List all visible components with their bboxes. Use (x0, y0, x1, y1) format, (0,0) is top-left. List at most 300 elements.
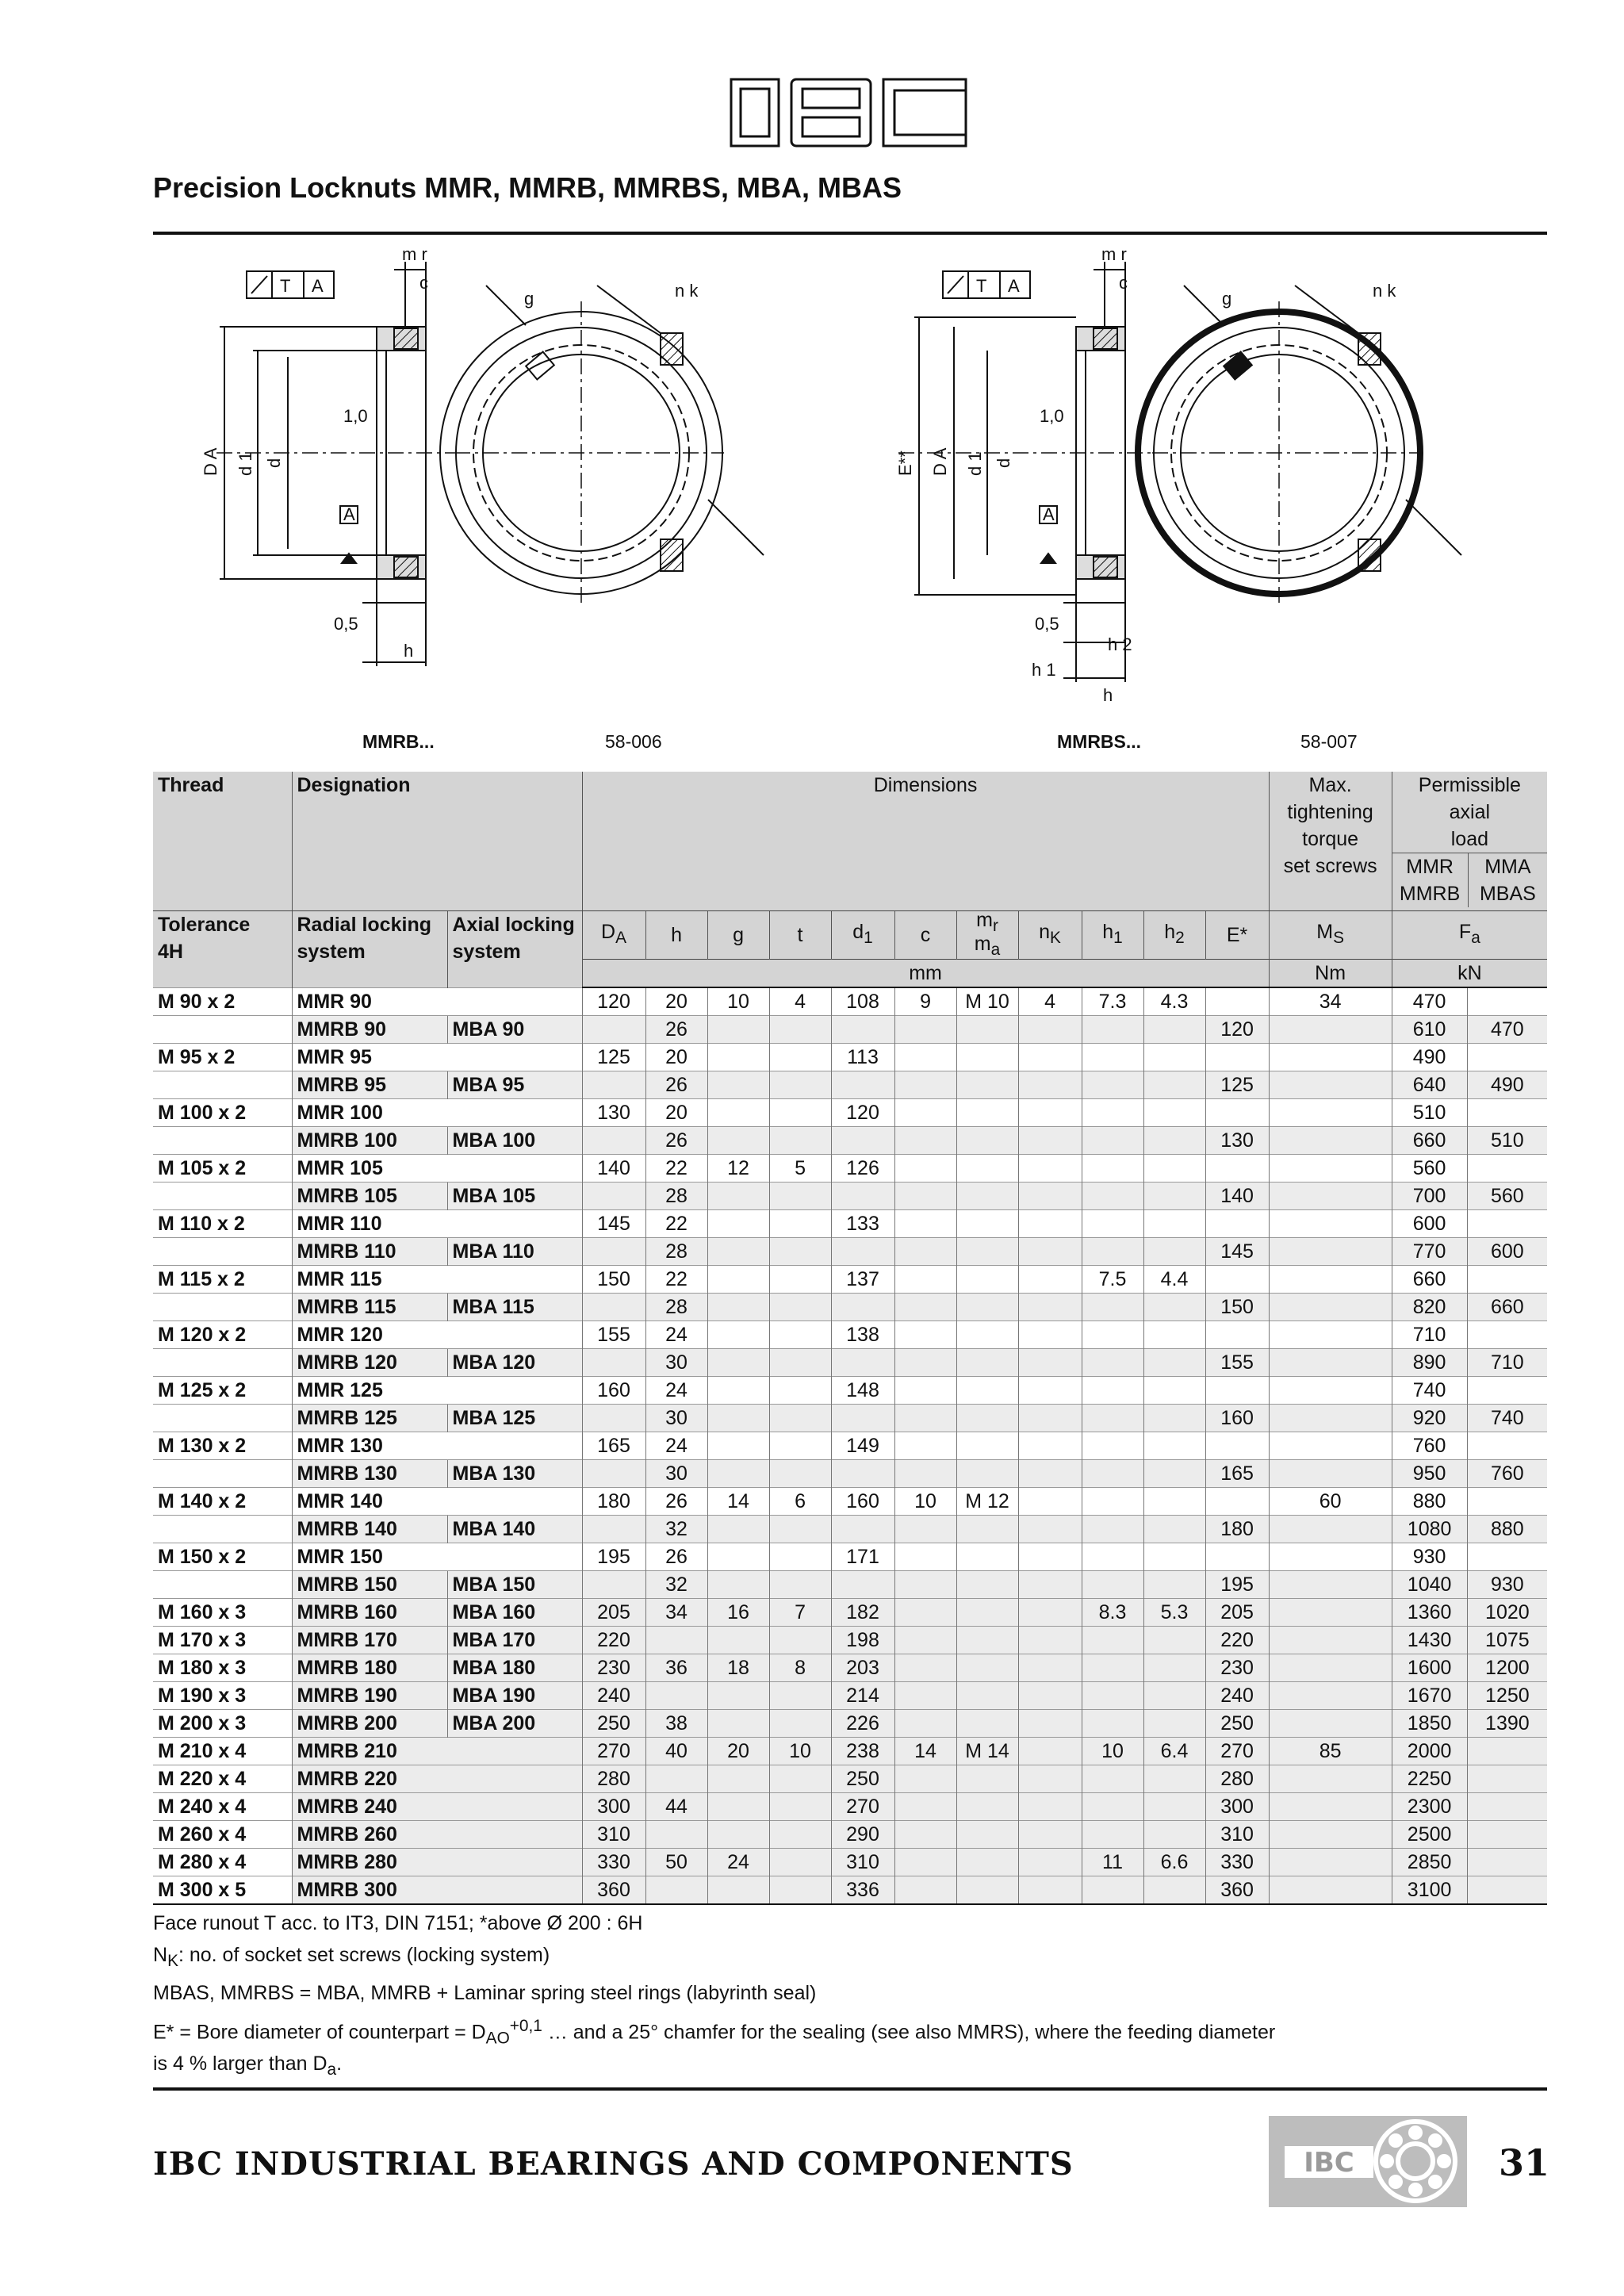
cell-d1 (831, 1571, 894, 1599)
cell-t (769, 1071, 831, 1099)
col-d1: $d_1$ (831, 911, 894, 960)
cell-h2: 4.4 (1143, 1266, 1205, 1294)
cell-g (707, 1044, 769, 1071)
cell-thread (153, 1294, 292, 1321)
cell-ms (1269, 1627, 1392, 1654)
cell-h: 50 (645, 1849, 707, 1876)
cell-e (1205, 1432, 1269, 1460)
cell-ms (1269, 1682, 1392, 1710)
perm-sub-line: MBAS (1479, 883, 1536, 905)
cell-c (894, 1793, 956, 1821)
table-row (153, 1460, 1547, 1488)
cell-nk (1018, 1294, 1082, 1321)
cell-ms: 60 (1269, 1488, 1392, 1516)
cell-g (707, 1405, 769, 1432)
cell-axial: MBA 140 (447, 1516, 582, 1543)
cell-h2 (1143, 1488, 1205, 1516)
DA-label-right: D A (930, 447, 950, 476)
cell-g (707, 1099, 769, 1127)
tolerance-header (153, 911, 292, 988)
cell-m (956, 1821, 1018, 1849)
cell-da (582, 1571, 645, 1599)
cell-e (1205, 987, 1269, 1016)
cell-d1: 108 (831, 987, 894, 1016)
g-label-right: g (1222, 289, 1232, 309)
cell-radial: MMRB 170 (292, 1627, 447, 1654)
cell-nk (1018, 1710, 1082, 1738)
cell-c (894, 1071, 956, 1099)
drawing-left-code: MMRB... (362, 731, 435, 752)
cell-fa1: 610 (1392, 1016, 1467, 1044)
table-row (153, 1127, 1547, 1155)
cell-fa2: 930 (1467, 1571, 1547, 1599)
cell-radial: MMRB 160 (292, 1599, 447, 1627)
cell-h2 (1143, 1127, 1205, 1155)
cell-g (707, 1571, 769, 1599)
cell-nk (1018, 1182, 1082, 1210)
cell-thread (153, 1405, 292, 1432)
cell-t (769, 1016, 831, 1044)
cell-g (707, 1127, 769, 1155)
cell-nk (1018, 1432, 1082, 1460)
cell-da: 240 (582, 1682, 645, 1710)
perm-load-line: axial (1449, 801, 1491, 823)
cell-radial: MMR 95 (292, 1044, 582, 1071)
cell-t (769, 1266, 831, 1294)
cell-m (956, 1210, 1018, 1238)
cell-da: 155 (582, 1321, 645, 1349)
cell-fa2 (1467, 1793, 1547, 1821)
cell-d1 (831, 1071, 894, 1099)
cell-thread: M 280 x 4 (153, 1849, 292, 1876)
axial-line: system (452, 941, 521, 963)
runout-label-right: T (976, 276, 987, 296)
cell-c (894, 1543, 956, 1571)
cell-fa1: 2500 (1392, 1821, 1467, 1849)
cell-h: 32 (645, 1516, 707, 1543)
drawing-right-code: MMRBS... (1057, 731, 1142, 752)
table-row (153, 1405, 1547, 1432)
cell-radial: MMRB 220 (292, 1765, 582, 1793)
cell-thread: M 210 x 4 (153, 1738, 292, 1765)
cell-h: 24 (645, 1377, 707, 1405)
cell-axial: MBA 200 (447, 1710, 582, 1738)
cell-fa1: 600 (1392, 1210, 1467, 1238)
cell-fa2: 1075 (1467, 1627, 1547, 1654)
cell-fa2: 760 (1467, 1460, 1547, 1488)
cell-t (769, 1849, 831, 1876)
cell-h2 (1143, 1876, 1205, 1905)
cell-ms (1269, 1071, 1392, 1099)
cell-d1: 203 (831, 1654, 894, 1682)
cell-thread (153, 1071, 292, 1099)
cell-h2 (1143, 1710, 1205, 1738)
cell-e (1205, 1377, 1269, 1405)
cell-e: 310 (1205, 1821, 1269, 1849)
cell-m (956, 1321, 1018, 1349)
cell-g: 24 (707, 1849, 769, 1876)
cell-radial: MMRB 110 (292, 1238, 447, 1266)
cell-ms (1269, 1516, 1392, 1543)
cell-h: 26 (645, 1127, 707, 1155)
perm-sub-mma (1469, 853, 1548, 907)
cell-d1: 214 (831, 1682, 894, 1710)
cell-fa1: 1040 (1392, 1571, 1467, 1599)
cell-ms (1269, 1460, 1392, 1488)
nk-label-right: n k (1373, 281, 1396, 301)
cell-radial: MMRB 260 (292, 1821, 582, 1849)
axial-header (447, 911, 582, 988)
perm-sub-line: MMRB (1399, 883, 1461, 905)
cell-t: 4 (769, 987, 831, 1016)
cell-nk (1018, 1210, 1082, 1238)
cell-da: 300 (582, 1793, 645, 1821)
cell-h2 (1143, 1765, 1205, 1793)
cell-thread: M 300 x 5 (153, 1876, 292, 1905)
cell-h: 24 (645, 1321, 707, 1349)
cell-d1: 336 (831, 1876, 894, 1905)
table-row (153, 1238, 1547, 1266)
cell-nk (1018, 1849, 1082, 1876)
cell-nk (1018, 1876, 1082, 1905)
cell-ms (1269, 1210, 1392, 1238)
cell-m (956, 1071, 1018, 1099)
g-label-left: g (524, 289, 534, 309)
cell-da: 150 (582, 1266, 645, 1294)
cell-axial: MBA 125 (447, 1405, 582, 1432)
cell-radial: MMRB 140 (292, 1516, 447, 1543)
cell-h2 (1143, 1155, 1205, 1182)
cell-h: 26 (645, 1016, 707, 1044)
h1-label-right: h 1 (1032, 660, 1056, 680)
cell-e: 240 (1205, 1682, 1269, 1710)
cell-m (956, 1127, 1018, 1155)
cell-nk (1018, 1599, 1082, 1627)
cell-thread: M 220 x 4 (153, 1765, 292, 1793)
d-label-right: d (994, 458, 1013, 468)
table-row (153, 1155, 1547, 1182)
table-row (153, 1821, 1547, 1849)
cell-d1: 149 (831, 1432, 894, 1460)
cell-e (1205, 1488, 1269, 1516)
cell-e: 140 (1205, 1182, 1269, 1210)
cell-axial: MBA 190 (447, 1682, 582, 1710)
cell-h2 (1143, 1432, 1205, 1460)
col-Ms: $M_S$ (1269, 911, 1392, 960)
cell-h1 (1082, 1516, 1143, 1543)
cell-axial: MBA 120 (447, 1349, 582, 1377)
cell-thread: M 105 x 2 (153, 1155, 292, 1182)
E-label-right: E** (895, 450, 915, 476)
cell-g (707, 1294, 769, 1321)
cell-c (894, 1266, 956, 1294)
max-torque-line: torque (1302, 828, 1359, 850)
cell-nk (1018, 1738, 1082, 1765)
cell-da: 250 (582, 1710, 645, 1738)
cell-nk (1018, 1044, 1082, 1071)
cell-h2 (1143, 1016, 1205, 1044)
max-torque-line: set screws (1283, 855, 1377, 877)
cell-e (1205, 1210, 1269, 1238)
cell-g (707, 1765, 769, 1793)
cell-da: 205 (582, 1599, 645, 1627)
cell-m: M 10 (956, 987, 1018, 1016)
cell-ms (1269, 1349, 1392, 1377)
cell-thread: M 140 x 2 (153, 1488, 292, 1516)
cell-h2 (1143, 1516, 1205, 1543)
axial-line: Axial locking (452, 914, 575, 936)
cell-h (645, 1821, 707, 1849)
cell-h2 (1143, 1377, 1205, 1405)
cell-da: 270 (582, 1738, 645, 1765)
cell-g (707, 1266, 769, 1294)
cell-m (956, 1349, 1018, 1377)
cell-t: 8 (769, 1654, 831, 1682)
cell-fa2: 470 (1467, 1016, 1547, 1044)
cell-t (769, 1543, 831, 1571)
cell-t (769, 1294, 831, 1321)
cell-t (769, 1460, 831, 1488)
cell-axial: MBA 95 (447, 1071, 582, 1099)
cell-c (894, 1765, 956, 1793)
max-torque-header (1269, 772, 1392, 911)
cell-m (956, 1654, 1018, 1682)
cell-c (894, 1654, 956, 1682)
cell-c: 10 (894, 1488, 956, 1516)
cell-e: 205 (1205, 1599, 1269, 1627)
cell-t (769, 1377, 831, 1405)
cell-c (894, 1682, 956, 1710)
cell-h2 (1143, 1627, 1205, 1654)
cell-d1: 138 (831, 1321, 894, 1349)
cell-c (894, 1182, 956, 1210)
cell-h: 40 (645, 1738, 707, 1765)
cell-axial: MBA 115 (447, 1294, 582, 1321)
cell-g (707, 1210, 769, 1238)
table-row (153, 1488, 1547, 1516)
tolerance-line: 4H (158, 941, 183, 963)
cell-fa2: 880 (1467, 1516, 1547, 1543)
drawing-right-number: 58-007 (1300, 731, 1358, 752)
table-row (153, 1543, 1547, 1571)
drawing-left-number: 58-006 (605, 731, 662, 752)
cell-h2 (1143, 1543, 1205, 1571)
cell-fa2: 560 (1467, 1182, 1547, 1210)
table-row (153, 1571, 1547, 1599)
technical-drawings (153, 238, 1547, 730)
cell-h: 30 (645, 1405, 707, 1432)
cell-radial: MMR 130 (292, 1432, 582, 1460)
cell-d1 (831, 1182, 894, 1210)
cell-h2 (1143, 1210, 1205, 1238)
cell-h: 26 (645, 1488, 707, 1516)
table-row (153, 1516, 1547, 1543)
cell-d1: 171 (831, 1543, 894, 1571)
cell-e: 120 (1205, 1016, 1269, 1044)
dimensions-header: Dimensions (582, 772, 1269, 911)
cell-h1 (1082, 1654, 1143, 1682)
cell-da (582, 1460, 645, 1488)
cell-m (956, 1460, 1018, 1488)
cell-t (769, 1127, 831, 1155)
page-number: 31 (1499, 2141, 1550, 2184)
cell-nk (1018, 1321, 1082, 1349)
cell-h1 (1082, 1627, 1143, 1654)
cell-fa2: 660 (1467, 1294, 1547, 1321)
cell-ms: 85 (1269, 1738, 1392, 1765)
cell-t (769, 1182, 831, 1210)
cell-fa2 (1467, 1377, 1547, 1405)
cell-m (956, 1377, 1018, 1405)
cell-fa1: 760 (1392, 1432, 1467, 1460)
cell-h1 (1082, 1876, 1143, 1905)
cell-h: 32 (645, 1571, 707, 1599)
cell-m (956, 1876, 1018, 1905)
col-h: h (645, 911, 707, 960)
cell-d1 (831, 1460, 894, 1488)
cell-h: 44 (645, 1793, 707, 1821)
cell-ms (1269, 1793, 1392, 1821)
cell-g: 10 (707, 987, 769, 1016)
cell-h1 (1082, 1571, 1143, 1599)
cell-c (894, 1710, 956, 1738)
cell-thread: M 125 x 2 (153, 1377, 292, 1405)
cell-e: 250 (1205, 1710, 1269, 1738)
cell-h: 20 (645, 1044, 707, 1071)
cell-c: 9 (894, 987, 956, 1016)
cell-fa1: 2850 (1392, 1849, 1467, 1876)
cell-radial: MMRB 180 (292, 1654, 447, 1682)
nk-label-left: n k (675, 281, 699, 301)
d1-label-left: d 1 (236, 451, 255, 476)
cell-m (956, 1599, 1018, 1627)
designation-header: Designation (292, 772, 582, 911)
perm-sub-mmr (1392, 853, 1469, 907)
cell-m: M 14 (956, 1738, 1018, 1765)
cell-thread: M 260 x 4 (153, 1821, 292, 1849)
col-nk: $n_K$ (1018, 911, 1082, 960)
cell-t (769, 1682, 831, 1710)
table-row (153, 1321, 1547, 1349)
notes (153, 1907, 1547, 2083)
cell-nk (1018, 1682, 1082, 1710)
cell-thread: M 150 x 2 (153, 1543, 292, 1571)
cell-fa2 (1467, 1044, 1547, 1071)
cell-t (769, 1099, 831, 1127)
cell-h2: 6.6 (1143, 1849, 1205, 1876)
cell-h (645, 1627, 707, 1654)
cell-m (956, 1543, 1018, 1571)
cell-da: 180 (582, 1488, 645, 1516)
cell-ms: 34 (1269, 987, 1392, 1016)
cell-fa1: 1850 (1392, 1710, 1467, 1738)
cell-axial: MBA 180 (447, 1654, 582, 1682)
cell-radial: MMRB 95 (292, 1071, 447, 1099)
cell-thread (153, 1460, 292, 1488)
dim-1-0-right: 1,0 (1040, 406, 1064, 426)
note-runout: Face runout T acc. to IT3, DIN 7151; *above Ø 200 : 6H (153, 1912, 643, 1934)
cell-thread: M 110 x 2 (153, 1210, 292, 1238)
cell-thread (153, 1571, 292, 1599)
table-header-main (153, 772, 1547, 911)
cell-h2 (1143, 1405, 1205, 1432)
cell-g (707, 1682, 769, 1710)
cell-da: 145 (582, 1210, 645, 1238)
cell-m (956, 1182, 1018, 1210)
cell-ms (1269, 1238, 1392, 1266)
DA-label-left: D A (201, 447, 220, 476)
thread-header: Thread (153, 772, 292, 911)
cell-da: 220 (582, 1627, 645, 1654)
cell-fa2 (1467, 1099, 1547, 1127)
cell-fa1: 950 (1392, 1460, 1467, 1488)
cell-ms (1269, 1377, 1392, 1405)
cell-t (769, 1432, 831, 1460)
cell-thread (153, 1127, 292, 1155)
table-row (153, 1710, 1547, 1738)
cell-fa1: 740 (1392, 1377, 1467, 1405)
cell-c (894, 1405, 956, 1432)
cell-fa1: 820 (1392, 1294, 1467, 1321)
cell-h1: 11 (1082, 1849, 1143, 1876)
cell-d1: 120 (831, 1099, 894, 1127)
cell-fa2 (1467, 1266, 1547, 1294)
cell-d1 (831, 1294, 894, 1321)
cell-radial: MMRB 90 (292, 1016, 447, 1044)
cell-c (894, 1876, 956, 1905)
cell-t (769, 1821, 831, 1849)
table-header-cols (153, 911, 1547, 960)
cell-t (769, 1876, 831, 1905)
table-row (153, 1738, 1547, 1765)
cell-c (894, 1571, 956, 1599)
cell-g (707, 1182, 769, 1210)
cell-nk (1018, 1155, 1082, 1182)
cell-ms (1269, 1155, 1392, 1182)
cell-h2 (1143, 1321, 1205, 1349)
locknut-spec-table (153, 772, 1547, 1905)
radial-line: system (297, 941, 366, 963)
col-Fa: $F_a$ (1392, 911, 1547, 960)
cell-e: 155 (1205, 1349, 1269, 1377)
cell-fa2 (1467, 1738, 1547, 1765)
cell-radial: MMRB 100 (292, 1127, 447, 1155)
cell-e (1205, 1543, 1269, 1571)
cell-fa2: 1250 (1467, 1682, 1547, 1710)
cell-thread: M 180 x 3 (153, 1654, 292, 1682)
cell-h2 (1143, 1044, 1205, 1071)
cell-fa2 (1467, 1849, 1547, 1876)
cell-axial: MBA 130 (447, 1460, 582, 1488)
cell-radial: MMR 115 (292, 1266, 582, 1294)
cell-fa2 (1467, 1321, 1547, 1349)
cell-ms (1269, 1654, 1392, 1682)
cell-d1: 133 (831, 1210, 894, 1238)
cell-radial: MMR 150 (292, 1543, 582, 1571)
cell-g (707, 1432, 769, 1460)
cell-fa1: 660 (1392, 1266, 1467, 1294)
cell-m (956, 1294, 1018, 1321)
cell-c (894, 1821, 956, 1849)
cell-m (956, 1432, 1018, 1460)
table-row (153, 1182, 1547, 1210)
cell-fa1: 930 (1392, 1543, 1467, 1571)
cell-g (707, 1321, 769, 1349)
cell-c (894, 1432, 956, 1460)
cell-fa1: 2300 (1392, 1793, 1467, 1821)
cell-fa2 (1467, 1765, 1547, 1793)
cell-fa2: 490 (1467, 1071, 1547, 1099)
